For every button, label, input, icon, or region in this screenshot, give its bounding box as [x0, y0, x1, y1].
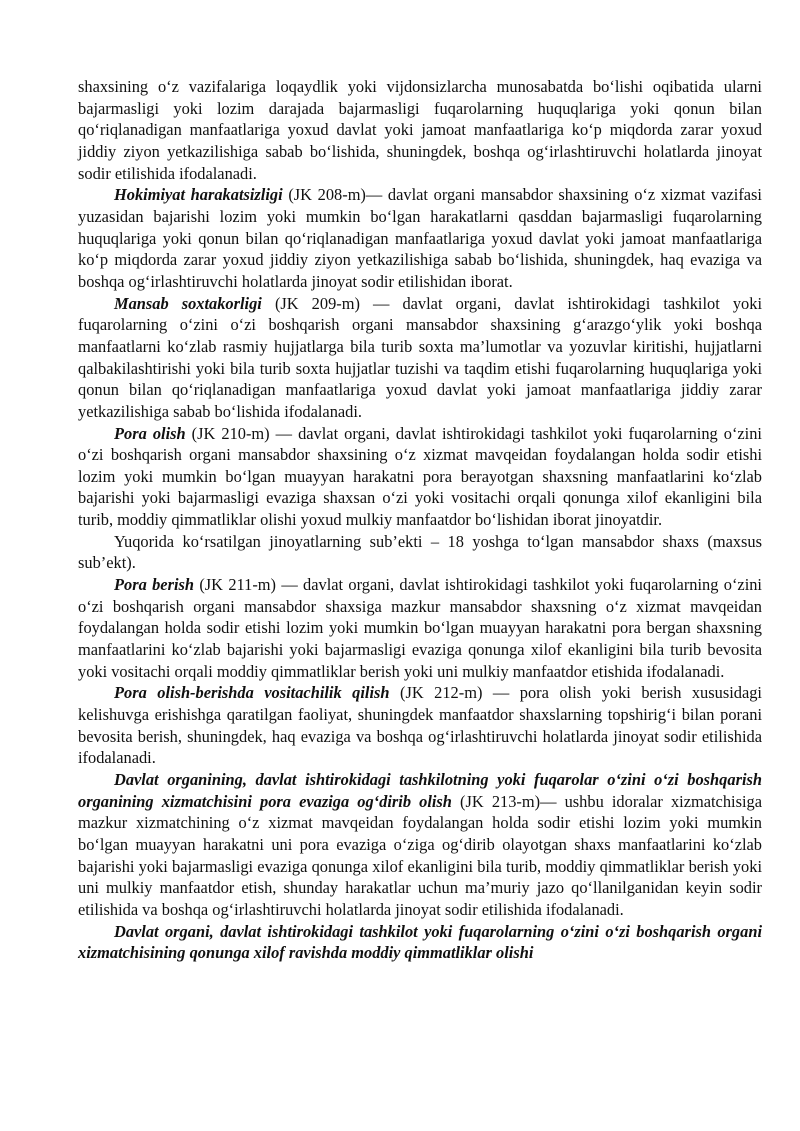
document-page — [78, 76, 762, 964]
paragraph-subekt — [78, 531, 762, 574]
term-heading: Pora olish-berishda vositachilik qilish — [114, 683, 390, 703]
term-heading: Hokimiyat harakatsizligi — [114, 185, 283, 205]
paragraph-text: Yuqorida ko‘rsatilgan jinoyatlarning sub’ekti – 18 yoshga to‘lgan mansabdor shaxs (maxsus sub’ekt). — [78, 531, 762, 573]
paragraph-moddiy-qimmatliklar — [78, 921, 762, 964]
term-heading: Pora berish — [114, 575, 195, 595]
paragraph-pora-olish — [78, 423, 762, 531]
paragraph-ogdirib-olish — [78, 769, 762, 921]
term-heading: Pora olish — [114, 423, 186, 443]
term-heading: Davlat organining, davlat ishtirokidagi tashkilotning yoki fuqarolar o‘zini o‘zi boshqarish organining xizmatchisini pora evaziga og‘dirib olish — [78, 770, 762, 811]
paragraph-text: (JK 213-m)— ushbu idoralar xizmatchisiga mazkur xizmatchining o‘z xizmat mavqeidan foydalangan holda sodir etishi lozim yoki mumkin bo‘lgan muayyan harakatni uni pora evaziga o‘ziga og‘dirib olayotgan shaxs manfaatlarini ko‘zlab bajarishi yoki bajarmasligi evaziga qonunga xilof ekanligini bila turib, moddiy qimmatliklar berish yoki uni mulkiy manfaatdor etish, shunday harakatlar uchun ma’muriy jazo qo‘llanilganidan keyin sodir etilishida va boshqa og‘irlashtiruvchi holatlarda jinoyat sodir etilishida ifodalanadi. — [78, 791, 762, 919]
term-heading: Mansab soxtakorligi — [114, 293, 262, 313]
paragraph-text: (JK 209-m) — davlat organi, davlat ishtirokidagi tashkilot yoki fuqarolarning o‘zini o‘zi boshqarish organi mansabdor shaxsining g‘arazgo‘ylik yoki boshqa manfaatlarni ko‘zlab rasmiy hujjatlarga bila turib soxta ma’lumotlar va yozuvlar kiritishi, hujjatlarni qalbakilashtirishi yoki bila turib soxta hujjatlar tuzishi va taqdim etishi fuqarolarning huquqlariga yoki qonun bilan qo‘riqlanadigan manfaatlariga yoxud davlat yoki jamoat manfaatlariga jiddiy zarar yetkazilishiga sabab bo‘lishida ifodalanadi. — [78, 293, 762, 421]
paragraph-text: (JK 210-m) — davlat organi, davlat ishtirokidagi tashkilot yoki fuqarolarning o‘zini o‘zi boshqarish organi mansabdor shaxsining o‘z xizmat mavqeidan foydalangan holda sodir etishi lozim yoki mumkin bo‘lgan muayyan harakatni pora berayotgan shaxsning manfaatlarini ko‘zlab bajarishi yoki bajarmasligi evaziga shaxsan o‘zi yoki vositachi orqali qonunga xilof ekanligini bila turib, moddiy qimmatliklar olishi yoxud mulkiy manfaatdor bo‘lishidan iborat jinoyatdir. — [78, 423, 762, 530]
paragraph-text: (JK 208-m)— davlat organi mansabdor shaxsining o‘z xizmat vazifasi yuzasidan bajarishi lozim yoki mumkin bo‘lgan harakatlarni qasddan bajarmasligi fuqarolarning huquqlariga yoki qonun bilan qo‘riqlanadigan manfaatlariga yoxud davlat yoki jamoat manfaatlariga ko‘p miqdorda zarar yoxud jiddiy ziyon yetkazilishiga sabab bo‘lishida, shuningdek, haq evaziga va boshqa og‘irlashtiruvchi holatlarda jinoyat sodir etilishidan iborat. — [78, 185, 762, 291]
paragraph-text: shaxsining o‘z vazifalariga loqaydlik yoki vijdonsizlarcha munosabatda bo‘lishi oqibatida ularni bajarmasligi yoki lozim darajada bajarmasligi fuqarolarning huquqlariga yoki qonun bilan qo‘riqlanadigan manfaatlariga yoxud davlat yoki jamoat manfaatlariga ko‘p miqdorda zarar yoxud jiddiy ziyon yetkazilishiga sabab bo‘lishida, shuningdek, boshqa og‘irlashtiruvchi holatlarda jinoyat sodir etilishida ifodalanadi. — [78, 77, 762, 183]
paragraph-vositachilik — [78, 682, 762, 769]
paragraph-mansab-soxtakorligi — [78, 293, 762, 423]
paragraph-text: (JK 212-m) — pora olish yoki berish xususidagi kelishuvga erishishga qaratilgan faoliyat, shuningdek manfaatdor shaxslarning topshirig‘i bilan porani bevosita berish, shuningdek, haq evaziga va boshqa og‘irlashtiruvchi holatlarda jinoyat sodir etilishida ifodalanadi. — [78, 683, 762, 768]
paragraph-1 — [78, 76, 762, 184]
paragraph-pora-berish — [78, 574, 762, 682]
paragraph-text: (JK 211-m) — davlat organi, davlat ishtirokidagi tashkilot yoki fuqarolarning o‘zini o‘zi boshqarish organi mansabdor shaxsiga mazkur mansabdor shaxsning o‘z xizmat mavqeidan foydalangan holda sodir etishi lozim yoki mumkin bo‘lgan muayyan harakatni pora bergan shaxsning manfaatlarini ko‘zlab bajarishi yoki bajarmasligi evaziga qonunga xilof ekanligini bila turib bevosita yoki vositachi orqali moddiy qimmatliklar berish yoki uni mulkiy manfaatdor etishida ifodalanadi. — [78, 575, 762, 681]
term-heading: Davlat organi, davlat ishtirokidagi tashkilot yoki fuqarolarning o‘zini o‘zi boshqarish organi xizmatchisining qonunga xilof ravishda moddiy qimmatliklar olishi — [78, 921, 762, 963]
paragraph-hokimiyat-harakatsizligi — [78, 184, 762, 292]
